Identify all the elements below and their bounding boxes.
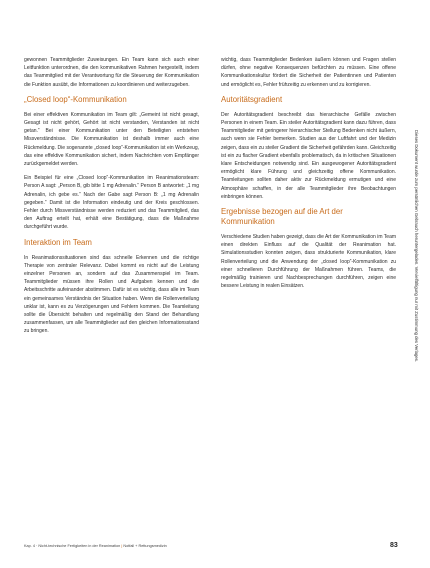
left-paragraph-1: gewonnen Teammitglieder Zuweisungen. Ein Team kann sich auch einer Leitfunktion unterordnen, die den kommunikativen Rahmen hergestellt, indem das Teammitglied mit der Verantwortung für die Steuerung der Kommunikation die Funktion ausübt, die Informationen zu koordinieren und weiterzugeben. [24, 57, 199, 88]
right-paragraph-2: Der Autoritätsgradient beschreibt das hierarchische Gefälle zwischen Personen in einem Team. Ein steiler Autoritätsgradient kann dazu führen, dass Teammitglieder mit geringerer hierarchischer Stellung Bedenken nicht äußern, auch wenn sie Fehler bemerken. Studien aus der Luftfahrt und der Medizin zeigen, dass ein zu steiler Gradient die Sicherheit gefährden kann. Gleichzeitig ist ein zu flacher Gradient ebenfalls problematisch, da in kritischen Situationen klare Entscheidungen notwendig sind. Ein ausgewogener Autoritätsgradient ermöglicht klare Führung und gleichzeitig offene Kommunikation. Teamleitungen sollten daher aktiv zur Rückmeldung ermutigen und eine Atmosphäre schaffen, in der alle Teammitglieder ihre Beobachtungen einbringen können. [221, 111, 396, 200]
copyright-side-note: Dieses Dokument wurde zum persönlichen Gebrauch heruntergeladen. Vervielfältigung nur mit Zustimmung des Verlages. [414, 130, 419, 363]
page-number: 83 [390, 542, 398, 549]
heading-interaktion: Interaktion im Team [24, 237, 92, 247]
heading-closed-loop: „Closed loop“-Kommunikation [24, 94, 127, 104]
left-column [24, 56, 199, 342]
footer-left-text: Kap. 4 · Nicht-technische Fertigkeiten in der Reanimation [24, 544, 121, 548]
right-column [221, 56, 396, 296]
right-paragraph-1: wichtig, dass Teammitglieder Bedenken äußern können und Fragen stellen dürfen, ohne negative Konsequenzen befürchten zu müssen. Eine offene Kommunikationskultur fördert die Sicherheit der Patientinnen und Patienten und ermöglicht es, Fehler frühzeitig zu erkennen und zu korrigieren. [221, 57, 396, 88]
left-paragraph-2: Bei einer effektiven Kommunikation im Team gilt: „Gemeint ist nicht gesagt, Gesagt ist nicht gehört, Gehört ist nicht verstanden, Verstanden ist nicht getan.“ Bei einer Kommunikation unter den Beteiligten entstehen Missverständnisse. Die Kommunikation ist deshalb immer auch eine Rückmeldung. Die sogenannte „closed loop“-Kommunikation ist ein Werkzeug, das eine effektive Kommunikation sichert, indem Nachrichten vom Empfänger zurückgemeldet werden. [24, 111, 199, 168]
left-paragraph-4: In Reanimationssituationen sind das schnelle Erkennen und die richtige Therapie von zentraler Relevanz. Dabei kommt es nicht auf die Leistung einzelner Personen an, sondern auf das Zusammenspiel im Team. Teammitglieder müssen ihre Rollen und Aufgaben kennen und die Arbeitsschritte aufeinander abstimmen. Dafür ist es wichtig, dass alle im Team ein gemeinsames Verständnis der Situation haben. Wenn die Rollenverteilung unklar ist, kann es zu Verzögerungen und Fehlern kommen. Die Teamleitung sollte die Übersicht behalten und regelmäßig den Stand der Behandlung zusammenfassen, um alle Teammitglieder auf den gleichen Informationsstand zu bringen. [24, 254, 199, 335]
footer-right-text: Notfall + Rettungsmedizin [123, 544, 167, 548]
footer-separator: | [121, 544, 124, 548]
right-paragraph-3: Verschiedene Studien haben gezeigt, dass die Art der Kommunikation im Team einen direkten Einfluss auf die Qualität der Reanimation hat. Simulationsstudien konnten zeigen, dass strukturierte Kommunikation, klare Rollenverteilung und die Anwendung der „closed loop“-Kommunikation zu einer schnelleren Durchführung der Maßnahmen führen. Teams, die regelmäßig trainieren und Nachbesprechungen durchführen, zeigen eine bessere Leistung in realen Einsätzen. [221, 234, 397, 290]
left-paragraph-3: Ein Beispiel für eine „Closed loop“-Kommunikation im Reanimationsteam: Person A sagt: „Person B, gib bitte 1 mg Adrenalin.“ Person B antwortet: „1 mg Adrenalin, ich gebe es.“ Nach der Gabe sagt Person B: „1 mg Adrenalin gegeben.“ Damit ist die Information eindeutig und der Kreis geschlossen. Fehler durch Missverständnisse werden reduziert und das Teammitglied, das den Auftrag erteilt hat, erhält eine Bestätigung, dass die Maßnahme durchgeführt wurde. [24, 175, 199, 231]
heading-autoritaetsgradient: Autoritätsgradient [221, 94, 283, 104]
page-footer [24, 544, 167, 548]
heading-ergebnisse: Ergebnisse bezogen auf die Art der Kommunikation [221, 207, 343, 227]
